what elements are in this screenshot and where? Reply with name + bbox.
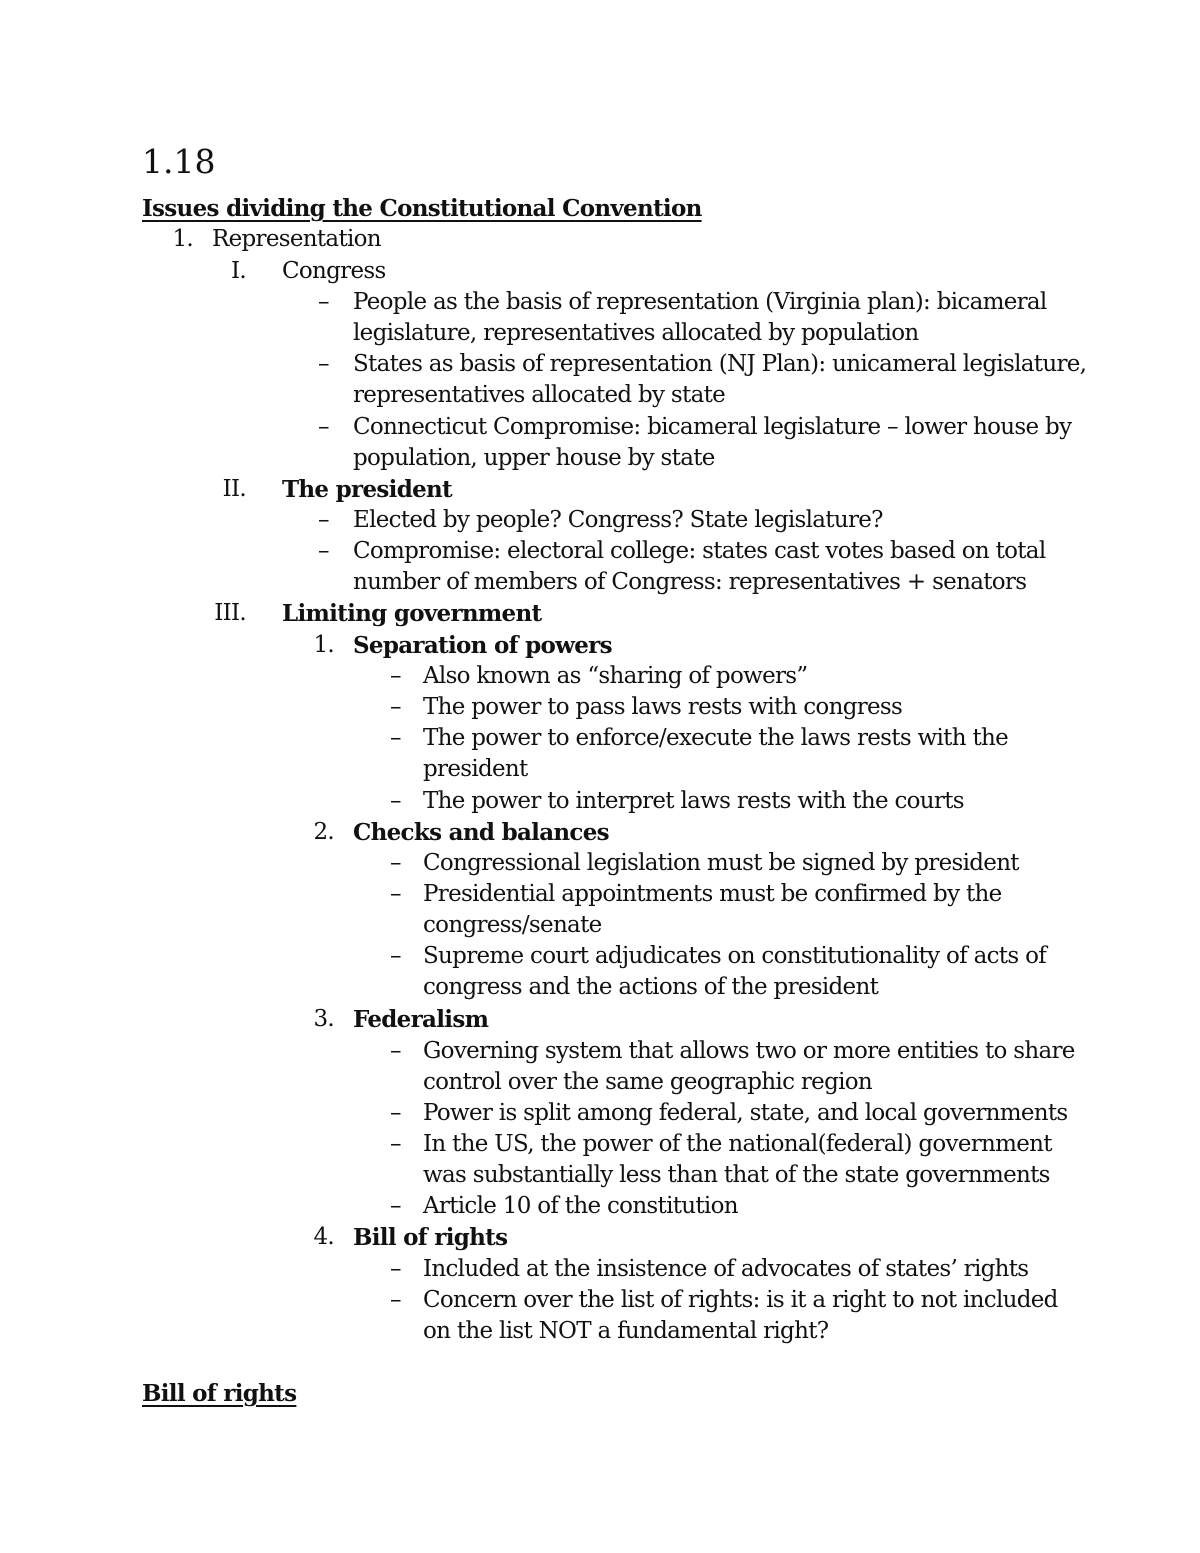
bullet-item [0, 1129, 1200, 1160]
bullet-text: Also known as “sharing of powers” [423, 663, 808, 689]
list-item-label: Checks and balances [353, 819, 609, 846]
bullet-text: Article 10 of the constitution [423, 1193, 738, 1219]
bullet-item [0, 536, 1200, 567]
bullet-item [0, 1254, 1200, 1285]
bullet-dash: – [390, 1131, 401, 1157]
bullet-dash: – [318, 351, 329, 377]
bullet-dash: – [390, 1287, 401, 1313]
list-marker: 3. [313, 1006, 334, 1032]
bullet-text: control over the same geographic region [423, 1069, 873, 1095]
bullet-continuation [0, 910, 1200, 941]
list-item [0, 1222, 1200, 1253]
bullet-text: In the US, the power of the national(federal) government [423, 1131, 1052, 1157]
list-marker: I. [231, 258, 246, 284]
bullet-text: president [423, 756, 528, 782]
bullet-dash: – [390, 663, 401, 689]
list-item [0, 630, 1200, 661]
bullet-text: The power to enforce/execute the laws rests with the [423, 725, 1009, 751]
list-item-label: The president [282, 476, 452, 503]
bullet-continuation [0, 443, 1200, 474]
bullet-continuation [0, 1067, 1200, 1098]
bullet-item [0, 1191, 1200, 1222]
bullet-item [0, 661, 1200, 692]
bullet-text: States as basis of representation (NJ Plan): unicameral legislature, [353, 351, 1087, 377]
bullet-continuation [0, 972, 1200, 1003]
list-item [0, 256, 1200, 287]
list-marker: 1. [313, 632, 334, 658]
bullet-item [0, 1098, 1200, 1129]
bullet-text: congress/senate [423, 912, 602, 938]
bullet-item [0, 879, 1200, 910]
bullet-text: Presidential appointments must be confirmed by the [423, 881, 1002, 907]
bullet-dash: – [318, 289, 329, 315]
bullet-continuation [0, 318, 1200, 349]
bullet-dash: – [318, 538, 329, 564]
bullet-text: Included at the insistence of advocates of states’ rights [423, 1256, 1029, 1282]
bullet-dash: – [390, 1038, 401, 1064]
bullet-dash: – [390, 1100, 401, 1126]
bullet-continuation [0, 1316, 1200, 1347]
bullet-text: Concern over the list of rights: is it a right to not included [423, 1287, 1058, 1313]
list-item [0, 474, 1200, 505]
bullet-dash: – [390, 788, 401, 814]
list-item-label: Separation of powers [353, 632, 612, 659]
bullet-text: The power to interpret laws rests with the courts [423, 788, 964, 814]
bullet-dash: – [390, 694, 401, 720]
bullet-text: Connecticut Compromise: bicameral legislature – lower house by [353, 414, 1072, 440]
bullet-dash: – [390, 1193, 401, 1219]
bullet-item [0, 723, 1200, 754]
list-item-label: Congress [282, 258, 386, 284]
bullet-text: Power is split among federal, state, and local governments [423, 1100, 1068, 1126]
bullet-item [0, 848, 1200, 879]
bullet-text: was substantially less than that of the state governments [423, 1162, 1050, 1188]
bullet-item [0, 287, 1200, 318]
bullet-continuation [0, 567, 1200, 598]
bullet-text: on the list NOT a fundamental right? [423, 1318, 829, 1344]
bullet-text: Governing system that allows two or more entities to share [423, 1038, 1075, 1064]
bullet-item [0, 412, 1200, 443]
bullet-continuation [0, 1160, 1200, 1191]
bullet-text: Congressional legislation must be signed by president [423, 850, 1019, 876]
bullet-text: The power to pass laws rests with congress [423, 694, 903, 720]
bullet-continuation [0, 380, 1200, 411]
section-heading: Issues dividing the Constitutional Convention [142, 195, 702, 222]
bullet-item [0, 1036, 1200, 1067]
bullet-continuation [0, 754, 1200, 785]
list-marker: 1. [172, 226, 193, 252]
bullet-text: Compromise: electoral college: states cast votes based on total [353, 538, 1046, 564]
bullet-text: representatives allocated by state [353, 382, 726, 408]
bullet-item [0, 941, 1200, 972]
bullet-text: legislature, representatives allocated by population [353, 320, 919, 346]
bullet-dash: – [390, 850, 401, 876]
bullet-text: Supreme court adjudicates on constitutionality of acts of [423, 943, 1047, 969]
list-item-label: Limiting government [282, 600, 542, 627]
list-item-label: Federalism [353, 1006, 489, 1033]
bullet-item [0, 349, 1200, 380]
bullet-dash: – [390, 725, 401, 751]
bullet-text: number of members of Congress: representatives + senators [353, 569, 1027, 595]
bullet-text: population, upper house by state [353, 445, 715, 471]
list-item-label: Bill of rights [353, 1224, 508, 1251]
bullet-dash: – [390, 881, 401, 907]
section-heading-bill-of-rights: Bill of rights [142, 1380, 297, 1407]
list-item [0, 224, 1200, 255]
bullet-dash: – [318, 507, 329, 533]
bullet-item [0, 692, 1200, 723]
bullet-item [0, 786, 1200, 817]
bullet-dash: – [390, 1256, 401, 1282]
list-item [0, 1004, 1200, 1035]
list-item [0, 598, 1200, 629]
list-marker: 4. [313, 1224, 334, 1250]
page-title: 1.18 [142, 142, 216, 181]
list-marker: II. [222, 476, 246, 502]
bullet-item [0, 1285, 1200, 1316]
list-item-label: Representation [212, 226, 381, 252]
bullet-item [0, 505, 1200, 536]
list-marker: III. [214, 600, 246, 626]
bullet-text: congress and the actions of the president [423, 974, 879, 1000]
bullet-dash: – [318, 414, 329, 440]
bullet-text: Elected by people? Congress? State legislature? [353, 507, 883, 533]
list-item [0, 817, 1200, 848]
bullet-text: People as the basis of representation (Virginia plan): bicameral [353, 289, 1047, 315]
list-marker: 2. [313, 819, 334, 845]
bullet-dash: – [390, 943, 401, 969]
